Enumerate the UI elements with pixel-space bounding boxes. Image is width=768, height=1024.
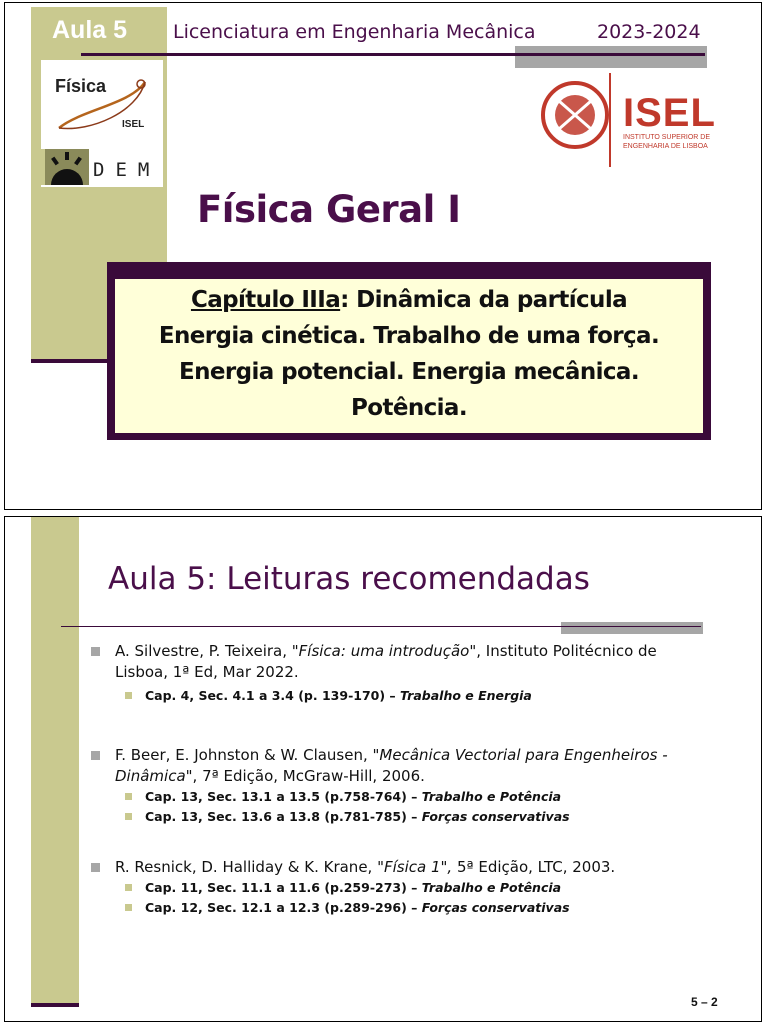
slide-title: Aula 5: Leituras recomendadas (108, 561, 590, 597)
sub-bullet-icon (125, 904, 132, 911)
ref-chapter-text: Cap. 13, Sec. 13.1 a 13.5 (p.758-764) – (145, 789, 422, 804)
reference-citation (89, 745, 709, 787)
main-title: Física Geral I (197, 188, 461, 231)
reference-chapter (89, 878, 709, 898)
ref-authors: A. Silvestre, P. Teixeira, " (115, 642, 299, 660)
isel-emblem-icon (539, 71, 619, 169)
reference-citation (89, 641, 709, 683)
aula-label: Aula 5 (52, 16, 128, 44)
chapter-box (107, 262, 711, 440)
slide-2 (4, 516, 762, 1022)
orbit-icon (41, 60, 163, 152)
reference-2 (89, 745, 709, 827)
gear-icon (41, 147, 91, 187)
title-rule (61, 626, 701, 627)
ref-book: "Mecânica Vectorial para Engenheiros - Dinâmica" (115, 746, 668, 785)
ref-chapter-topic: Trabalho e Energia (400, 688, 532, 703)
ref-authors: R. Resnick, D. Halliday & K. Krane, (115, 858, 378, 876)
reference-chapter (89, 898, 709, 918)
ref-book: Física: uma introdução (298, 642, 470, 660)
chapter-box-inner (115, 279, 703, 433)
ref-book: "Física 1", (377, 858, 453, 876)
ref-chapter-text: Cap. 4, Sec. 4.1 a 3.4 (p. 139-170) – (145, 688, 401, 703)
page-number: 5 – 2 (691, 995, 718, 1009)
reference-1 (89, 641, 709, 706)
ref-chapter-text: Cap. 12, Sec. 12.1 a 12.3 (p.289-296) – (145, 900, 422, 915)
dem-logo (41, 147, 163, 187)
side-bar-accent (31, 359, 115, 363)
chapter-heading (115, 282, 703, 318)
reference-chapter (89, 807, 709, 827)
ref-details: , 7ª Edição, McGraw-Hill, 2006. (192, 767, 425, 785)
isel-logo-subtitle (623, 133, 710, 151)
header-gray-bar (515, 46, 707, 68)
reference-chapter (89, 787, 709, 807)
sub-bullet-icon (125, 793, 132, 800)
chapter-line-2: Energia cinética. Trabalho de uma força. (158, 323, 660, 349)
sub-bullet-icon (125, 692, 132, 699)
ref-chapter-topic: Trabalho e Potência (421, 880, 562, 895)
ref-chapter-text: Cap. 11, Sec. 11.1 a 11.6 (p.259-273) – (145, 880, 422, 895)
chapter-topic: : Dinâmica da partícula (340, 287, 628, 313)
ref-authors: F. Beer, E. Johnston & W. Clausen, (115, 746, 373, 764)
ref-details: 5ª Edição, LTC, 2003. (452, 858, 616, 876)
ref-chapter-topic: Trabalho e Potência (421, 789, 562, 804)
title-gray-bar (561, 622, 703, 634)
fisica-logo-word: Física (55, 76, 107, 96)
isel-logo-word: ISEL (623, 91, 716, 135)
side-bar (31, 517, 79, 1003)
ref-chapter-topic: Forças conservativas (421, 900, 570, 915)
academic-year: 2023-2024 (597, 21, 701, 43)
chapter-line-3: Energia potencial. Energia mecânica. (179, 359, 639, 385)
fisica-isel-logo (41, 60, 163, 152)
dem-letters: DEM (93, 159, 161, 181)
sub-bullet-icon (125, 884, 132, 891)
fisica-logo-sub: ISEL (122, 119, 145, 130)
ref-details: ", Instituto Politécnico de Lisboa, 1ª Ed, Mar 2022. (115, 642, 657, 681)
sub-bullet-icon (125, 813, 132, 820)
isel-logo (539, 71, 719, 169)
isel-sub-line-2: ENGENHARIA DE LISBOA (623, 143, 708, 150)
bullet-square-icon (91, 863, 100, 872)
chapter-number: Capítulo IIIa (190, 287, 341, 313)
isel-sub-line-1: INSTITUTO SUPERIOR DE (623, 134, 710, 141)
reference-citation (89, 857, 709, 878)
bullet-square-icon (91, 647, 100, 656)
slide-1 (4, 2, 762, 510)
chapter-line-4: Potência. (350, 395, 467, 421)
reference-chapter (89, 686, 709, 706)
course-name: Licenciatura em Engenharia Mecânica (173, 21, 536, 43)
side-bar-accent (31, 1003, 79, 1007)
reference-3 (89, 857, 709, 918)
bullet-square-icon (91, 751, 100, 760)
ref-chapter-text: Cap. 13, Sec. 13.6 a 13.8 (p.781-785) – (145, 809, 422, 824)
ref-chapter-topic: Forças conservativas (421, 809, 570, 824)
header-rule (81, 53, 705, 56)
